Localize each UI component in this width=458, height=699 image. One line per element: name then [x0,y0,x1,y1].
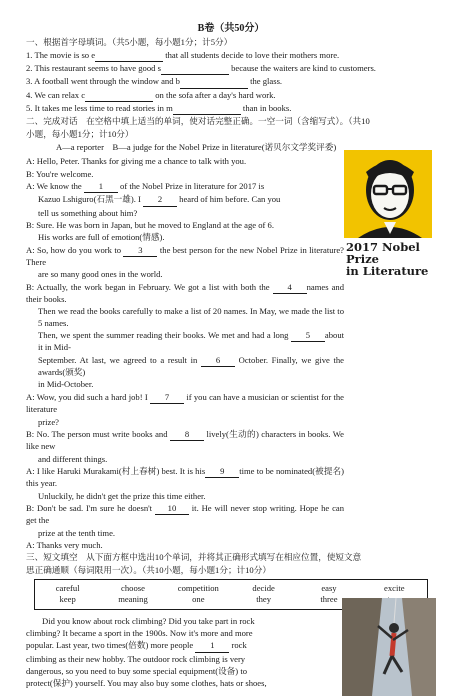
passage-line: climbing? It became a sport in the 1900s. Now it's more and more [26,628,253,638]
dialogue-line: A: Hello, Peter. Thanks for giving me a chance to talk with you. [26,156,247,167]
item-text-post: than in books. [240,102,292,113]
rock-climbing-photo [342,598,436,696]
dialogue-line: prize? [38,416,59,427]
dialogue-line [26,330,344,354]
dialogue-line [26,429,344,453]
dialogue-line: Unluckily, he didn't get the prize this time either. [38,490,206,501]
line-text-pre: Kazuo Lshiguro(石黑一雄). I [38,194,144,205]
dialogue-line [26,181,344,193]
dialogue-line: His works are full of emotion(情感). [38,232,165,243]
answer-blank[interactable] [173,103,241,115]
part1-items [26,50,436,116]
line-text-pre: B: No. The person must write books and [26,428,170,439]
word-option: meaning [118,594,148,605]
nobel-caption-line1: 2017 Nobel Prize [346,240,420,267]
dialogue-line: B: Sure. He was born in Japan, but he moved to England at the age of 6. [26,220,274,230]
line-text-pre: A: I like Haruki Murakami(村上春树) best. It is his [26,465,206,476]
dialogue-line: B: You're welcome. [26,168,94,179]
numbered-blank[interactable]: 3 [123,245,157,257]
portrait-illustration [344,150,432,238]
dialogue-line [26,392,344,416]
line-text-pre: A: So, how do you work to [26,244,124,255]
numbered-blank[interactable]: 4 [273,282,307,294]
item-text-post: the glass. [247,76,283,87]
line-text-post: about it in Mid- [38,330,344,353]
exam-page [26,22,436,691]
dialogue-line: are so many good ones in the world. [38,269,163,280]
passage-line: dangerous, so you need to buy some special equipment(设备) to [26,666,248,677]
part1-item [26,76,436,88]
line-text-post: names and their books. [26,281,344,305]
word-option: careful [55,582,80,593]
line-text-post: heard of him before. Can you [177,194,281,205]
dialogue-line [26,466,344,490]
portrait-image [344,150,432,238]
numbered-blank[interactable]: 6 [201,355,235,367]
dialogue-line: in Mid-October. [38,379,94,390]
numbered-blank[interactable]: 8 [170,429,204,441]
passage-line: Did you know about rock climbing? Did you take part in rock [42,615,255,626]
line-text-post: lively(生动的) characters in books. We like new [26,428,344,452]
dialogue-lines [26,156,344,551]
part3-header-line2: 思正确通顺（每词限用一次）。（共10小题，每小题1分；计10分） [26,564,271,575]
line-text-pre: A: We know the [26,180,84,191]
dialogue-line: tell us something about him? [38,207,138,218]
numbered-blank[interactable]: 7 [150,392,184,404]
passage [26,616,326,690]
numbered-blank[interactable]: 1 [84,181,118,193]
line-text-post: rock [229,640,247,651]
line-text-post: it. He will never stop writing. Hope he can get the [26,502,344,526]
dialogue-line: Then we read the books carefully to make a list of 20 names. In May, we made the list to 5 names. [38,306,344,328]
dialogue-line [26,503,344,527]
line-text-pre: B: Actually, the work began in February. We got a list with both the [26,281,273,292]
item-text-pre: 5. It takes me less time to read stories in m [26,102,173,113]
dialogue-line: and different things. [38,453,108,464]
numbered-blank[interactable]: 9 [205,466,239,478]
line-text-post: the best person for the new Nobel Prize in literature? There [26,244,344,268]
nobel-caption-line2: in Literature [346,264,429,279]
word-option: three [320,594,338,605]
line-text-pre: popular. Last year, two times(倍数) more people [26,640,196,651]
item-text-post: that all students decide to love their mothers more. [163,49,340,60]
dialogue-line [26,355,344,379]
item-text-pre: 2. This restaurant seems to have good s [26,62,161,73]
part1-item [26,103,436,115]
part1-item [26,50,436,62]
nobel-caption [342,241,434,277]
answer-blank[interactable] [180,76,248,88]
word-option: choose [121,582,145,593]
item-text-pre: 3. A football went through the window and b [26,76,180,87]
dialogue-line: prize at the tenth time. [38,527,116,538]
dialogue-line [26,245,344,269]
line-text-post: October. Finally, we give the awards(颁奖) [38,354,344,378]
part2-header-line2: 小题，每小题1分；计10分） [26,128,134,139]
numbered-blank[interactable]: 5 [291,330,325,342]
dialogue-line [26,282,344,306]
item-text-pre: 1. The movie is so e [26,49,96,60]
part1-header: 一、根据首字母填词。（共5小题，每小题1分；计5分） [26,37,233,48]
word-option: one [192,594,205,605]
passage-line [26,640,326,652]
numbered-blank[interactable]: 2 [143,194,177,206]
answer-blank[interactable] [95,50,163,62]
line-text-pre: A: Wow, you did such a hard job! I [26,391,151,402]
word-row-1 [35,583,427,594]
part1-item [26,90,436,102]
word-option: easy [321,582,337,593]
word-option: keep [59,594,76,605]
line-text-pre: Then, we spent the summer reading their books. We met and had a long [38,330,291,341]
item-text-pre: 4. We can relax c [26,89,86,100]
nobel-figure [342,150,434,284]
word-option: decide [252,582,275,593]
word-option: competition [177,582,219,593]
passage-line: protect(保护) yourself. You may also buy some clothes, hats or shoes, [26,678,267,689]
part2-header-line1: 二、完成对话 在空格中填上适当的单词，使对话完整正确。一空一词（含缩写式）。（共10 [26,116,370,127]
answer-blank[interactable] [85,90,153,102]
word-option: they [256,594,272,605]
part1-item [26,63,436,75]
climbing-image [342,598,436,696]
item-text-post: on the sofa after a day's hard work. [153,89,276,100]
line-text-post: time to be nominated(被提名) this year. [26,465,345,489]
numbered-blank[interactable]: 10 [155,503,189,515]
item-text-post: because the waiters are kind to customers. [228,62,376,73]
part3-header-line1: 三、短文填空 从下面方框中选出10个单词，并将其正确形式填写在相应位置，使短文意 [26,552,362,563]
line-text-pre: September. At last, we agreed to a result in [38,354,201,365]
answer-blank[interactable] [161,63,229,75]
passage-line: climbing as their new hobby. The outdoor rock climbing is very [26,653,246,664]
dialogue-line: A: Thanks very much. [26,539,103,550]
line-text-post: of the Nobel Prize in literature for 2017 is [117,180,265,191]
word-option: excite [384,582,405,593]
dialogue-line [26,194,344,206]
page-title: B卷（共50分） [197,23,265,34]
line-text-post: if you can have a musician or scientist for the literature [26,391,344,415]
part2-options: A—a reporter B—a judge for the Nobel Prize in literature(诺贝尔文学奖评委) [56,141,337,152]
numbered-blank[interactable]: 1 [195,640,229,652]
line-text-pre: B: Don't be sad. I'm sure he doesn't [26,502,155,513]
